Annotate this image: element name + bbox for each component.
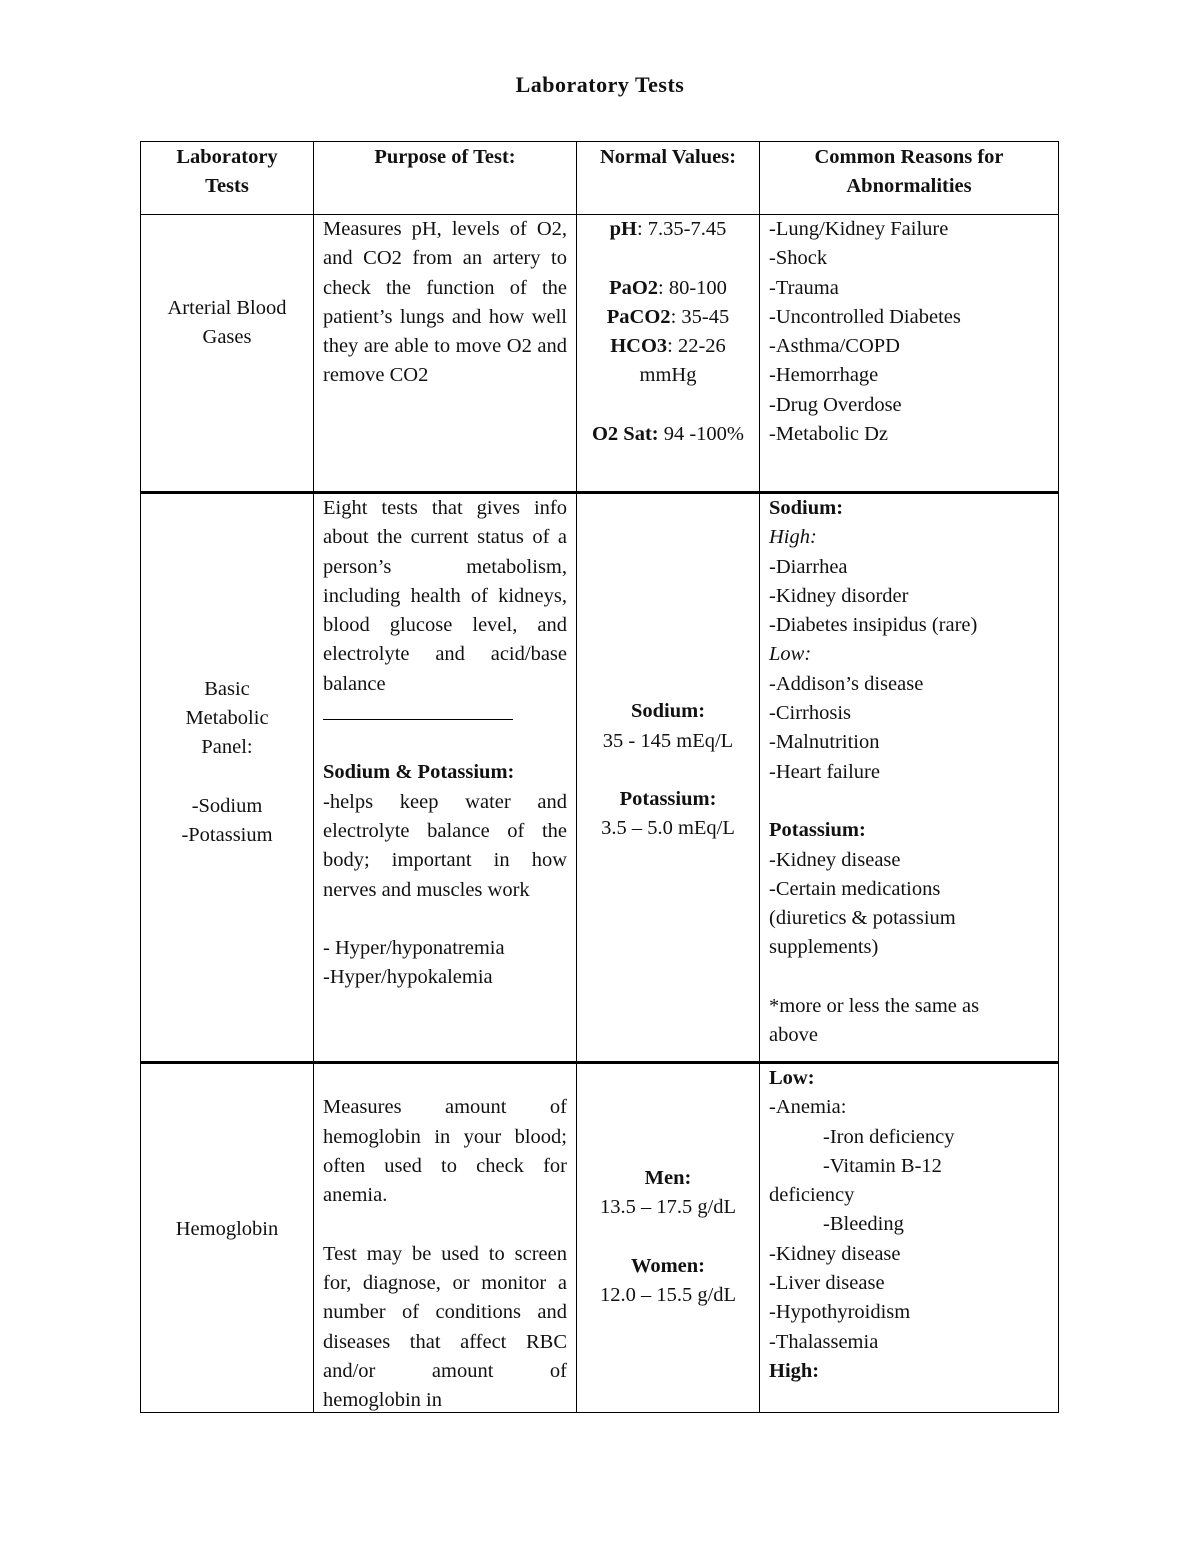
- list-item: -Diabetes insipidus (rare): [769, 614, 978, 637]
- purpose-text: Measures amount of hemoglobin in your blood; often used to check for anemia.: [323, 1096, 567, 1207]
- lab-tests-table: [140, 141, 1059, 1413]
- table-row: [141, 215, 1059, 493]
- list-item: -Shock: [769, 247, 828, 270]
- test-item: -Potassium: [181, 824, 273, 847]
- potassium-title: Potassium:: [769, 819, 866, 842]
- purpose-text-2: Test may be used to screen for, diagnose, or monitor a number of conditions and diseases that affect RBC and/or amount of hemoglobin in: [323, 1242, 567, 1412]
- page-title: Laboratory Tests: [515, 72, 685, 97]
- list-item: -Addison’s disease: [769, 672, 924, 695]
- list-item: -Kidney disease: [769, 1242, 901, 1265]
- potassium-label: Potassium:: [619, 788, 717, 811]
- list-item: -Cirrhosis: [769, 702, 851, 725]
- header-test: Laboratory Tests: [141, 142, 314, 215]
- test-name-cell: [141, 493, 314, 1063]
- list-item: -Anemia:: [769, 1096, 847, 1119]
- list-item: -Malnutrition: [769, 731, 880, 754]
- sodium-title: Sodium:: [769, 497, 844, 519]
- list-item: -Thalassemia: [769, 1330, 879, 1353]
- potassium-value: 3.5 – 5.0 mEq/L: [601, 817, 735, 840]
- list-item: -Kidney disease: [769, 848, 901, 871]
- o2sat-label: O2 Sat:: [591, 423, 659, 446]
- list-item: -Certain medications (diuretics & potassium supplements): [769, 877, 956, 959]
- list-item: -Iron deficiency: [823, 1125, 955, 1148]
- purpose-cell: Measures pH, levels of O2, and CO2 from an artery to check the function of the patient’s lungs and how well they are able to move O2 and remove CO2: [314, 215, 577, 493]
- list-item: -Diarrhea: [769, 555, 848, 578]
- header-purpose: Purpose of Test:: [314, 142, 577, 215]
- pao2-value: : 80-100: [658, 276, 727, 299]
- low-label: Low:: [769, 1067, 815, 1089]
- test-name-cell: [141, 1063, 314, 1413]
- paco2-label: PaCO2: [606, 305, 671, 328]
- men-value: 13.5 – 17.5 g/dL: [599, 1196, 737, 1219]
- women-label: Women:: [630, 1254, 706, 1277]
- list-item: -Heart failure: [769, 760, 880, 783]
- paco2-value: : 35-45: [670, 305, 730, 328]
- normal-values-cell: [577, 215, 760, 493]
- purpose-subtitle: Sodium & Potassium:: [323, 761, 515, 784]
- men-label: Men:: [644, 1166, 692, 1189]
- divider: [323, 699, 513, 720]
- list-item: -Asthma/COPD: [769, 335, 900, 358]
- pao2-label: PaO2: [609, 276, 659, 299]
- list-item: -Drug Overdose: [769, 393, 902, 416]
- list-item: -Lung/Kidney Failure: [769, 218, 949, 240]
- test-name-cell: [141, 215, 314, 493]
- reasons-cell: [760, 493, 1059, 1063]
- table-row: [141, 1063, 1059, 1413]
- high-label: High:: [769, 1359, 820, 1382]
- table-header-row: [141, 142, 1059, 215]
- list-item: -Kidney disorder: [769, 584, 909, 607]
- purpose-subtext: -helps keep water and electrolyte balance of the body; important in how nerves and muscles work: [323, 790, 567, 901]
- purpose-cell: [314, 1063, 577, 1413]
- test-name: Hemoglobin: [175, 1218, 279, 1241]
- reasons-cell: [760, 1063, 1059, 1413]
- list-item: -Hypothyroidism: [769, 1301, 911, 1324]
- list-item: deficiency: [769, 1184, 855, 1207]
- ph-label: pH: [609, 218, 637, 240]
- high-label: High:: [769, 526, 817, 549]
- reasons-cell: [760, 215, 1059, 493]
- hco3-value: : 22-26 mmHg: [639, 335, 726, 387]
- purpose-text: Eight tests that gives info about the current status of a person’s metabolism, including health of kidneys, blood glucose level, and electrolyte and acid/base balance: [323, 497, 567, 695]
- test-name: Basic Metabolic Panel:: [185, 677, 269, 759]
- header-normal: Normal Values:: [577, 142, 760, 215]
- test-name: Arterial Blood Gases: [167, 296, 287, 348]
- list-item: -Bleeding: [823, 1213, 904, 1236]
- note: *more or less the same as above: [769, 995, 980, 1047]
- condition-item: -Hyper/hypokalemia: [323, 966, 493, 989]
- hco3-label: HCO3: [610, 335, 668, 358]
- list-item: -Hemorrhage: [769, 364, 879, 387]
- table-row: [141, 493, 1059, 1063]
- list-item: -Uncontrolled Diabetes: [769, 305, 961, 328]
- test-item: -Sodium: [191, 794, 263, 817]
- low-label: Low:: [769, 643, 812, 666]
- o2sat-value: 94 -100%: [658, 423, 745, 446]
- list-item: -Trauma: [769, 276, 839, 299]
- normal-values-cell: [577, 493, 760, 1063]
- sodium-label: Sodium:: [630, 700, 706, 723]
- normal-values-cell: [577, 1063, 760, 1413]
- sodium-value: 35 - 145 mEq/L: [602, 729, 734, 752]
- ph-value: : 7.35-7.45: [636, 218, 727, 240]
- women-value: 12.0 – 15.5 g/dL: [599, 1283, 737, 1306]
- list-item: -Metabolic Dz: [769, 423, 888, 446]
- list-item: -Vitamin B-12: [823, 1154, 942, 1177]
- condition-item: - Hyper/hyponatremia: [323, 937, 505, 960]
- header-reasons: Common Reasons for Abnormalities: [760, 142, 1059, 215]
- purpose-cell: [314, 493, 577, 1063]
- list-item: -Liver disease: [769, 1272, 885, 1295]
